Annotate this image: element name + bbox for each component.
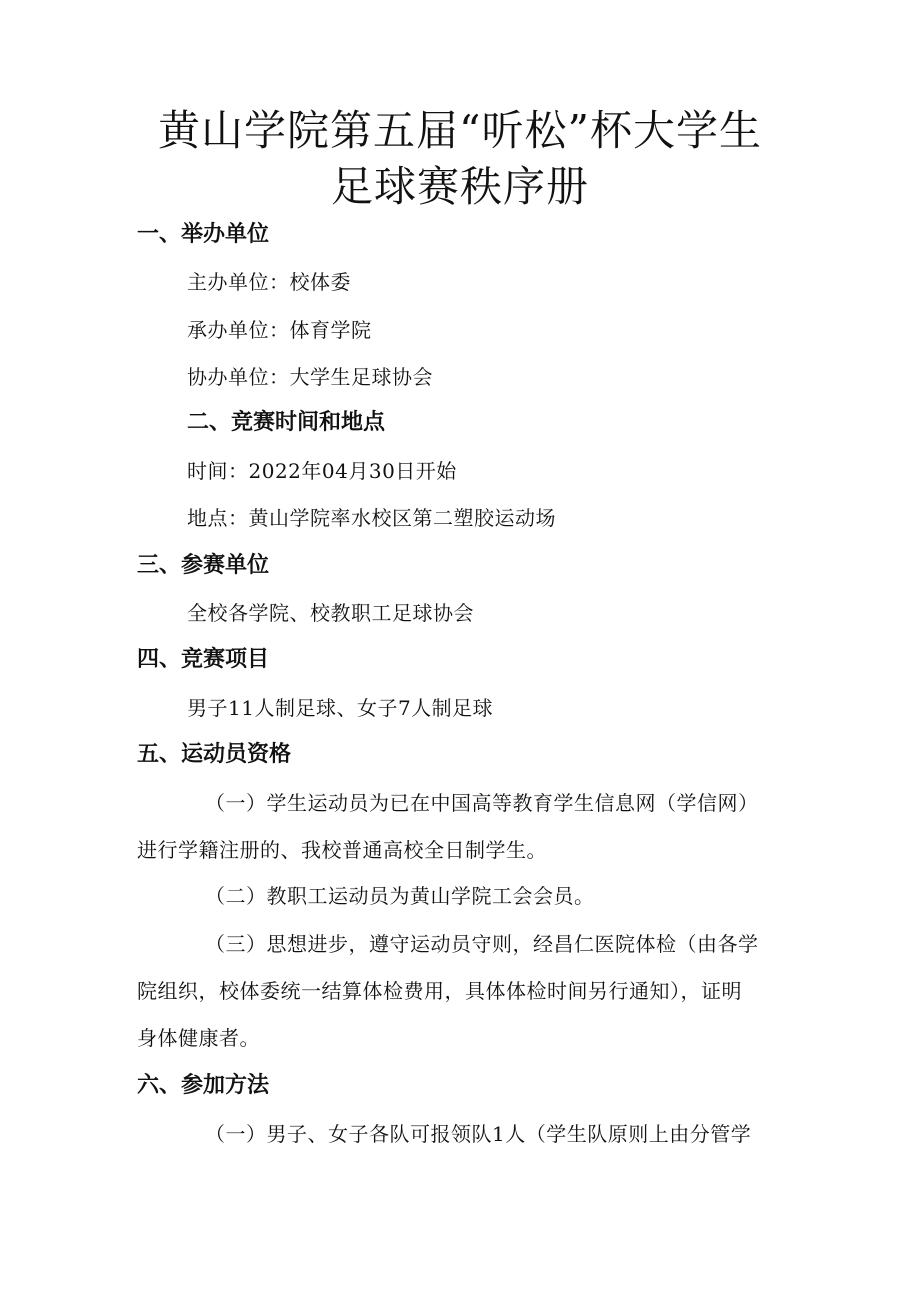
section-heading-participants: 三、参赛单位	[137, 553, 270, 578]
events-text: 男子11人制足球、女子7人制足球	[187, 696, 494, 720]
section-heading-events: 四、竞赛项目	[137, 647, 270, 672]
eligibility-paragraph-2: （二）教职工运动员为黄山学院工会会员。	[205, 884, 595, 908]
organizer-host: 主办单位：校体委	[187, 270, 351, 294]
section-heading-participation-method: 六、参加方法	[137, 1073, 270, 1098]
organizer-co-organizer: 协办单位：大学生足球协会	[187, 365, 433, 389]
competition-time: 时间：2022年04月30日开始	[187, 459, 457, 483]
document-title-line-1: 黄山学院第五届“听松”杯大学生	[158, 106, 762, 155]
document-title-line-2: 足球赛秩序册	[330, 162, 589, 211]
section-heading-time-place: 二、竞赛时间和地点	[187, 410, 386, 435]
section-heading-eligibility: 五、运动员资格	[137, 742, 292, 767]
eligibility-paragraph-1-line-2: 进行学籍注册的、我校普通高校全日制学生。	[137, 838, 547, 862]
eligibility-paragraph-1-line-1: （一）学生运动员为已在中国高等教育学生信息网（学信网）	[205, 791, 759, 815]
competition-place: 地点：黄山学院率水校区第二塑胶运动场	[187, 506, 556, 530]
participation-paragraph-1-line-1: （一）男子、女子各队可报领队1人（学生队原则上由分管学	[205, 1122, 752, 1146]
eligibility-paragraph-3-line-2: 院组织，校体委统一结算体检费用，具体体检时间另行通知），证明	[137, 979, 742, 1003]
eligibility-paragraph-3-line-1: （三）思想进步，遵守运动员守则，经昌仁医院体检（由各学	[205, 932, 759, 956]
eligibility-paragraph-3-line-3: 身体健康者。	[137, 1026, 260, 1050]
organizer-undertaker: 承办单位：体育学院	[187, 318, 372, 342]
participants-text: 全校各学院、校教职工足球协会	[187, 601, 474, 625]
section-heading-organizers: 一、举办单位	[137, 222, 270, 247]
